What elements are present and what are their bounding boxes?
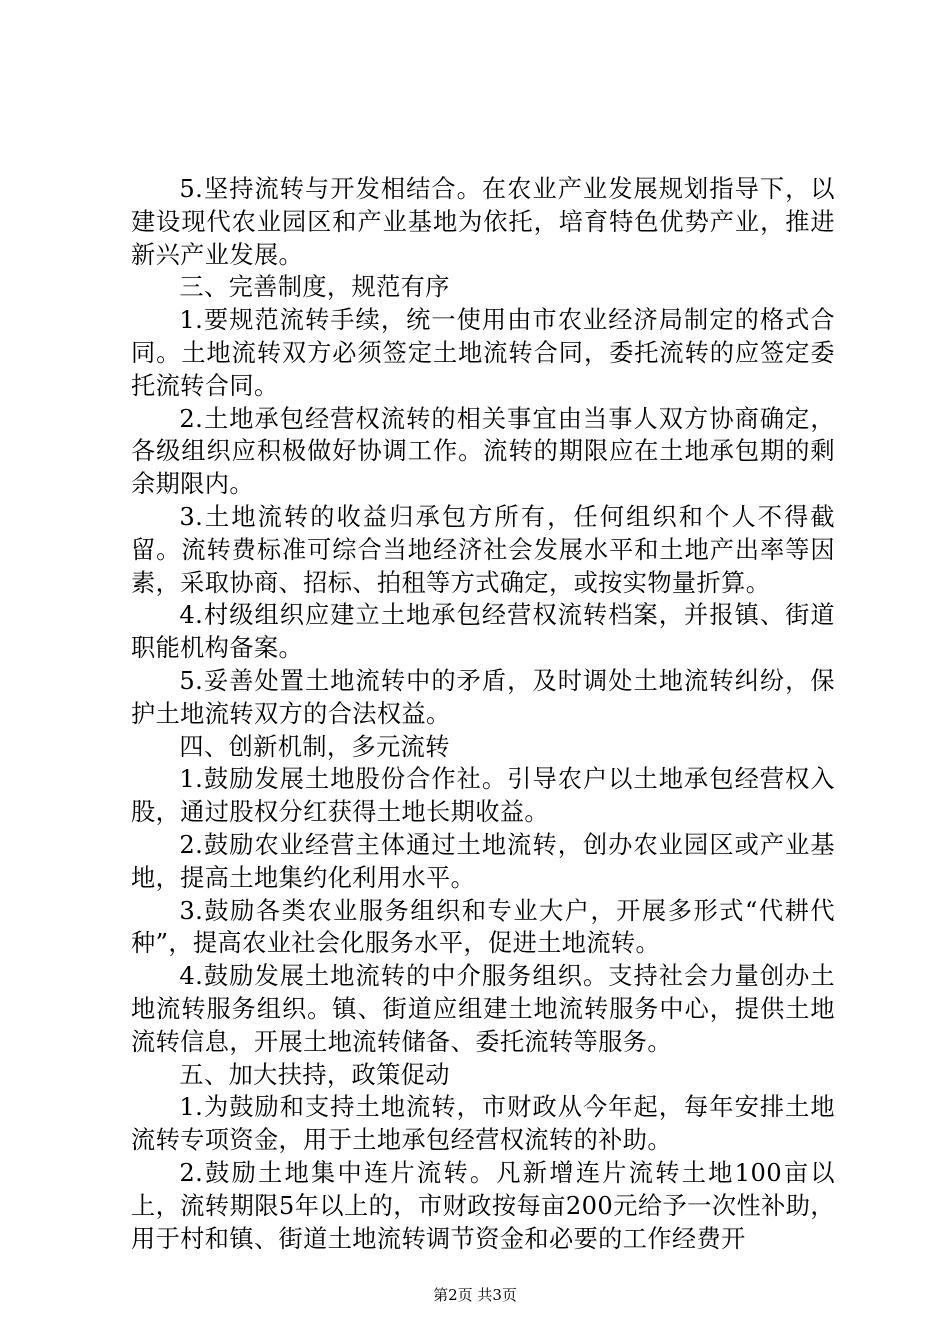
paragraph-s5-item-1: 1.为鼓励和支持土地流转，市财政从今年起，每年安排土地流转专项资金，用于土地承包经营权流转的补助。 [131, 1093, 835, 1155]
paragraph-s4-item-4: 4.鼓励发展土地流转的中介服务组织。支持社会力量创办土地流转服务组织。镇、街道应组建土地流转服务中心，提供土地流转信息，开展土地流转储备、委托流转等服务。 [131, 962, 835, 1056]
paragraph-p1-item-5: 5.坚持流转与开发相结合。在农业产业发展规划指导下，以建设现代农业园区和产业基地为依托，培育特色优势产业，推进新兴产业发展。 [131, 175, 835, 269]
paragraph-s3-item-5: 5.妥善处置土地流转中的矛盾，及时调处土地流转纠纷，保护土地流转双方的合法权益。 [131, 666, 835, 728]
page-footer [0, 1285, 950, 1305]
page-number-label: 第2页 共3页 [433, 1286, 517, 1304]
paragraph-s3-item-2: 2.土地承包经营权流转的相关事宜由当事人双方协商确定，各级组织应积极做好协调工作。流转的期限应在土地承包期的剩余期限内。 [131, 404, 835, 499]
section-heading-3: 三、完善制度，规范有序 [179, 273, 450, 302]
paragraph-s3-item-4: 4.村级组织应建立土地承包经营权流转档案，并报镇、街道职能机构备案。 [131, 601, 835, 663]
paragraph-s4-item-2: 2.鼓励农业经营主体通过土地流转，创办农业园区或产业基地，提高土地集约化利用水平。 [131, 830, 835, 892]
section-heading-4: 四、创新机制，多元流转 [179, 732, 450, 761]
paragraph-s4-item-3: 3.鼓励各类农业服务组织和专业大户，开展多形式“代耕代种”，提高农业社会化服务水平，促进土地流转。 [131, 896, 835, 958]
document-body [131, 173, 835, 1255]
paragraph-s3-item-1: 1.要规范流转手续，统一使用由市农业经济局制定的格式合同。土地流转双方必须签定土地流转合同，委托流转的应签定委托流转合同。 [131, 306, 835, 400]
paragraph-s5-item-2: 2.鼓励土地集中连片流转。凡新增连片流转土地100亩以上，流转期限5年以上的，市财政按每亩200元给予一次性补助，用于村和镇、街道土地流转调节资金和必要的工作经费开 [131, 1158, 835, 1253]
paragraph-s3-item-3: 3.土地流转的收益归承包方所有，任何组织和个人不得截留。流转费标准可综合当地经济社会发展水平和土地产出率等因素，采取协商、招标、拍租等方式确定，或按实物量折算。 [131, 502, 835, 597]
section-heading-5: 五、加大扶持，政策促动 [179, 1060, 450, 1089]
paragraph-s4-item-1: 1.鼓励发展土地股份合作社。引导农户以土地承包经营权入股，通过股权分红获得土地长期收益。 [131, 765, 835, 827]
